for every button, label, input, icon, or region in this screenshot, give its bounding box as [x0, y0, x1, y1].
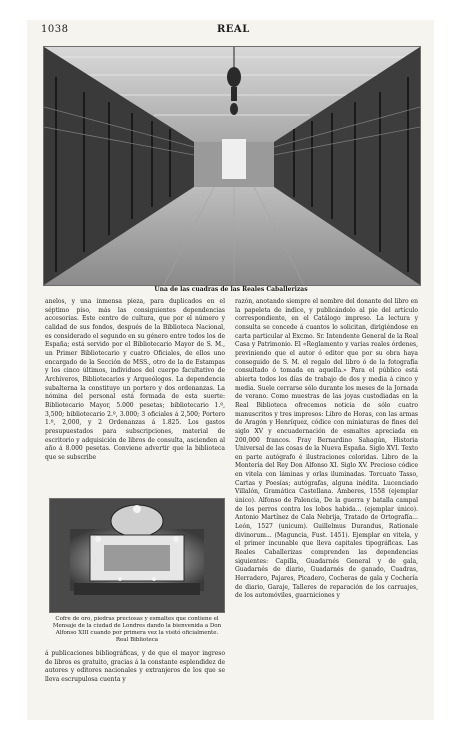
- running-title: REAL: [217, 24, 250, 35]
- left-column-bottom: [45, 650, 225, 685]
- left-column-paragraph: anelos, y una inmensa pieza, para duplicados en el séptimo piso, más las consiguientes dependencias accesorias. Este centro de cultura, que por el número y calidad de sus fondos, después de la Biblioteca Nacional, es considerado el segundo en su género entre todos los de España; está servido por el Bibliotecario Mayor de S. M., un Primer Bibliotecario y cuatro Oficiales, de ellos uno encargado de la Sección de MSS., otro de la de Estampas y los cinco últimos, individuos del cuerpo facultativo de Archiveros, Bibliotecarios y Arqueólogos. La dependencia subalterna la constituye un portero y dos ordenanzas. La nómina del personal está formada de esta suerte: Bibliotecario Mayor, 5.000 pesetas; bibliotecario 1.º, 3,500; bibliotecario 2.º, 3.000; 3 oficiales á 2,500; Portero 1.º, 2,000, y 2 Ordenanzas á 1.825. Los gastos presupuestados para subscripciones, material de escritorio y adquisición de libros de consulta, ascienden al año á 8.000 pesetas. Conviene advertir que la biblioteca que se subscribe: [45, 298, 225, 461]
- page-header: [41, 24, 421, 38]
- golden-casket-photograph: [49, 498, 225, 613]
- small-figure-caption: Cofre de oro, piedras preciosas y esmaltes que contiene el Mensaje de la ciudad de Londres dando la bienvenida a Don Alfonso XIII cuando por primera vez la visitó oficialmente. Real Biblioteca: [52, 616, 222, 643]
- right-column: [235, 298, 418, 601]
- stable-photograph: [43, 46, 421, 286]
- left-column-top: [45, 298, 225, 462]
- right-column-paragraph: razón, anotando siempre el nombre del donante del libro en la papeleta de índice, y publicándolo al pie del artículo correspondiente, en el Catálogo impreso. La lectura y consulta se concede á cuantos lo solicitan, dirigiéndose en carta particular al Excmo. Sr. Intendente General de la Real Casa y Patrimonio. El «Reglamento y varias reales órdenes, previniendo que el autor ó editor que por su obra haya conseguido de S. M. el regalo del libro ó de la fotografía consultado ó tomada en aquella.» Para el público está abierta todos los días de trabajo de dos y media á cinco y media. Suele cerrarse sólo durante los meses de la Jornada de verano. Como muestras de las joyas custodiadas en la Real Biblioteca ofrecemos noticia de sólo cuatro manuscritos y tres impresos: Libro de Horas, con las armas de Aragón y Henríquez, códice con miniaturas de fines del siglo XV y encuadernación de esmaltes apreciada en 200,000 francos. Fray Bernardino Sahagún, Historia Universal de las cosas de la Nueva España. Siglo XVI. Texto en parte autógrafo é ilustraciones coloridas. Libro de la Montería del Rey Don Alfonso XI. Siglo XV. Precioso códice en vitela con láminas y orlas iluminadas. Torcuato Tasso, Cartas y Poesías; autógrafas, alguna inédita. Lucenciado Villalón, Gramática Castellana. Amberes, 1558 (ejemplar único). Alfonso de Palencia, De la guerra y batalla campal de los perros contra los lobos habida... (ejemplar único). Antonio Martínez de Cala Nebrija, Tratado de Ortografía... León, 1527 (unicum). Guillelmus Durandus, Rationale divinorum... (Maguncia, Fust. 1451). Ejemplar en vitela, y el primer incunable que lleva capitales tipográficas. Las Reales Caballerizas comprenden las dependencias siguientes: Capilla, Guadarnés General y de gala, Guadarnés de diario, Guadarnés de ganado, Cuadras, Herradero, Pajares, Picadero, Cocheras de gala y Cochería de diario, Garaje, Talleres de reparación de los carruajes, de los automóviles, guarniciones y: [235, 298, 418, 600]
- left-column-paragraph: á publicaciones bibliográficas, y de que el mayor ingreso de libros es gratuito, gracias á la constante esplendidez de autores y editores nacionales y extranjeros de los que se lleva escrupulosa cuenta y: [45, 650, 225, 683]
- book-page: [27, 20, 434, 720]
- top-figure-caption: Una de las cuadras de las Reales Caballerizas: [154, 286, 308, 293]
- page-number: 1038: [41, 24, 69, 35]
